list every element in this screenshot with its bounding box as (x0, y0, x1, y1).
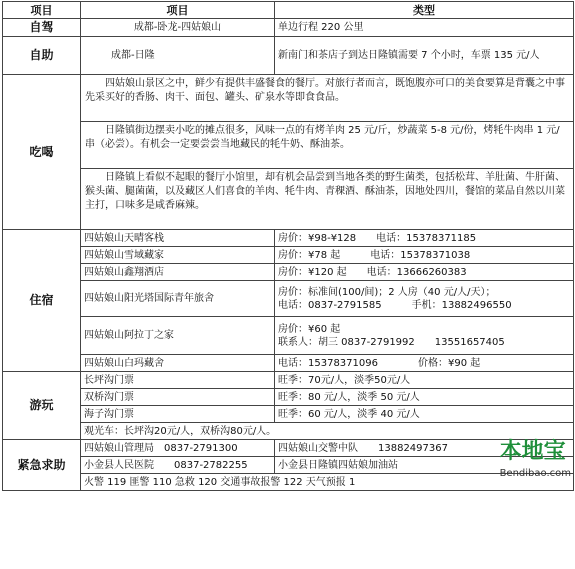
header-col3: 类型 (275, 2, 574, 19)
ticket-price: 旺季：60 元/人，淡季 40 元/人 (275, 406, 574, 423)
chihe-para3: 日隆镇上看似不起眼的餐厅小馆里，却有机会品尝到当地各类的野生菌类，包括松茸、羊肚菌、牛肝菌、猴头菌、腿菌菌，以及藏区人们喜食的羊肉、牦牛肉、青稞酒、酥油茶，因地处四川，餐馆的菜品自然以川菜主打，口味多是咸香麻辣。 (85, 172, 565, 211)
emergency-contact: 小金县人民医院 0837-2782255 (81, 457, 275, 474)
lodging-info-line1: 房价：¥60 起 (278, 323, 341, 335)
header-col1: 项目 (3, 2, 81, 19)
lodging-name: 四姑娘山天晴客栈 (81, 230, 275, 247)
bus-price: 观光车：长坪沟20元/人，双桥沟80元/人。 (81, 423, 574, 440)
lodging-row (3, 317, 574, 355)
cat-youwan: 游玩 (3, 372, 81, 440)
zijia-info: 单边行程 220 公里 (275, 19, 574, 37)
emergency-row (3, 474, 574, 491)
lodging-name: 四姑娘山白玛藏舍 (81, 355, 275, 372)
ticket-price: 旺季：80 元/人，淡季 50 元/人 (275, 389, 574, 406)
zizhu-route: 成都-日隆 (81, 37, 275, 75)
emergency-contact: 小金县日隆镇四姑娘加油站 (275, 457, 574, 474)
chihe-para2: 日隆镇街边摆卖小吃的摊点很多，风味一点的有烤羊肉 25 元/斤，炒蔬菜 5-8 元/份，烤牦牛肉串 1 元/串（必尝）。有机会一定要尝尝当地藏民的牦牛奶、酥油茶。 (81, 122, 573, 169)
row-zijia (3, 19, 574, 37)
lodging-info (275, 317, 574, 355)
lodging-row (3, 247, 574, 264)
zijia-route: 成都-卧龙-四姑娘山 (81, 19, 275, 37)
ticket-row (3, 372, 574, 389)
ticket-row (3, 406, 574, 423)
emergency-hotlines: 火警 119 匪警 110 急救 120 交通事故报警 122 天气预报 1 (81, 474, 574, 491)
ticket-row (3, 389, 574, 406)
ticket-name: 海子沟门票 (81, 406, 275, 423)
bus-row (3, 423, 574, 440)
lodging-info-line2: 电话：0837-2791585 手机：13882496550 (278, 299, 512, 311)
ticket-price: 旺季：70元/人，淡季50元/人 (275, 372, 574, 389)
ticket-name: 双桥沟门票 (81, 389, 275, 406)
lodging-info-line1: 房价：标准间(100/间)；2 人房（40 元/人/天）； (278, 286, 496, 298)
cat-jinji: 紧急求助 (3, 440, 81, 491)
lodging-info (275, 281, 574, 317)
cat-zhusu: 住宿 (3, 230, 81, 372)
lodging-name: 四姑娘山阿拉丁之家 (81, 317, 275, 355)
header-col2: 项目 (81, 2, 275, 19)
chihe-para1: 四姑娘山景区之中，鲜少有提供丰盛餐食的餐厅。对旅行者而言，既饱腹亦可口的美食要算是背囊之中事先采买好的香肠、肉干、面包、罐头、矿泉水等即食食品。 (81, 75, 573, 122)
chihe-content (81, 75, 574, 230)
lodging-name: 四姑娘山雪域藏家 (81, 247, 275, 264)
lodging-row (3, 264, 574, 281)
lodging-name: 四姑娘山阳光塔国际青年旅舍 (81, 281, 275, 317)
lodging-row (3, 355, 574, 372)
row-chihe (3, 75, 574, 230)
cat-zizhu: 自助 (3, 37, 81, 75)
page (0, 1, 575, 491)
lodging-info-line2: 联系人：胡三 0837-2791992 13551657405 (278, 336, 505, 348)
emergency-row (3, 457, 574, 474)
watermark-brand: 本地宝 (499, 439, 566, 464)
emergency-row (3, 440, 574, 457)
zizhu-info: 新南门和茶店子到达日隆镇需要 7 个小时，车票 135 元/人 (275, 37, 574, 75)
cat-zijia: 自驾 (3, 19, 81, 37)
ticket-name: 长坪沟门票 (81, 372, 275, 389)
emergency-contact: 四姑娘山管理局 0837-2791300 (81, 440, 275, 457)
lodging-name: 四姑娘山鑫翔酒店 (81, 264, 275, 281)
lodging-info: 电话：15378371096 价格：¥90 起 (275, 355, 574, 372)
lodging-info: 房价：¥120 起 电话：13666260383 (275, 264, 574, 281)
row-zizhu (3, 37, 574, 75)
header-row (3, 2, 574, 19)
bendibao-watermark (500, 441, 571, 485)
travel-info-table (2, 1, 574, 491)
lodging-row (3, 281, 574, 317)
lodging-row (3, 230, 574, 247)
cat-chihe: 吃喝 (3, 75, 81, 230)
emergency-contact: 四姑娘山交警中队 13882497367 (275, 440, 574, 457)
watermark-site: Bendibao.com (499, 468, 571, 479)
lodging-info: 房价：¥78 起 电话：15378371038 (275, 247, 574, 264)
lodging-info: 房价：¥98-¥128 电话：15378371185 (275, 230, 574, 247)
